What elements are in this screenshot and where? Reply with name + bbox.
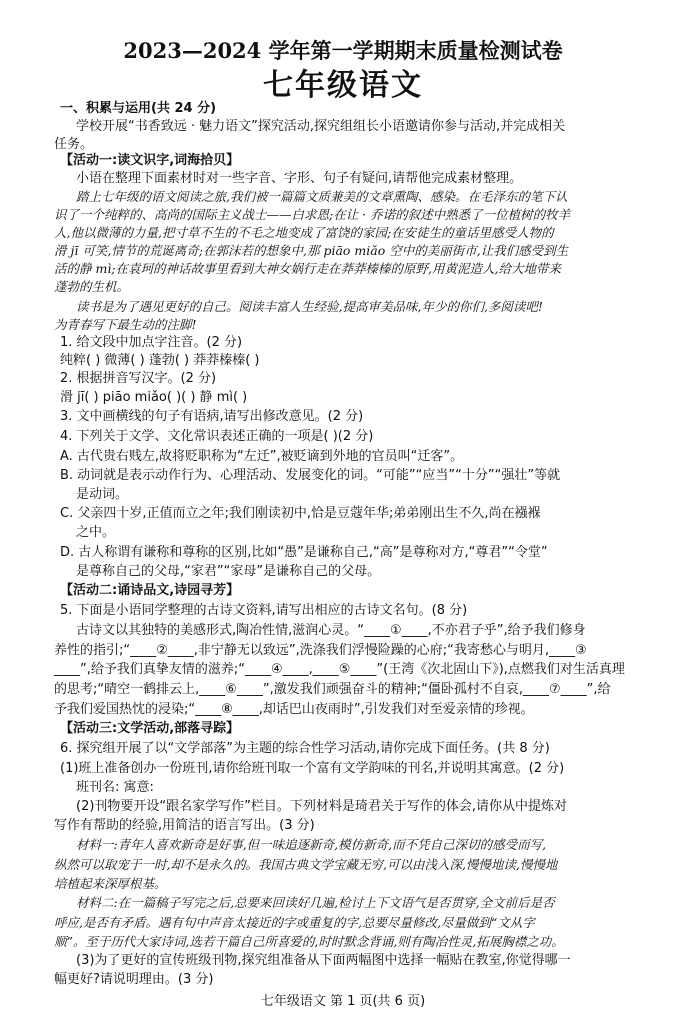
text-line: 古诗文以其独特的美感形式,陶冶性情,滋润心灵。“____①____,不亦君子乎”,给予我们修身 (76, 623, 586, 638)
text-line: 蓬勃的生机。 (54, 279, 130, 294)
text-line: 6. 探究组开展了以“文学部落”为主题的综合性学习活动,请你完成下面任务。(共 8 分) (60, 741, 550, 756)
text-line: 滑 jī 可笑,情节的荒诞离奇;在郭沫若的想象中,那 piāo miǎo 空中的美丽街市,让我们感受到生 (54, 243, 569, 258)
text-line: 的思考;“晴空一鹤排云上,____⑥____”,激发我们顽强奋斗的精神;“僵卧孤村不自哀,____⑦____”,给 (54, 682, 611, 697)
text-line: 纵然可以取宠于一时,却不是永久的。我国古典文学宝藏无穷,可以由浅入深,慢慢地读,慢慢地 (54, 857, 558, 872)
text-line: 顺”。至于历代大家诗词,选若干篇自己所喜爱的,时时默念背诵,则有陶冶性灵,拓展胸襟之功。 (54, 934, 564, 949)
section-heading: 一、积累与运用(共 24 分) (60, 101, 217, 116)
text-line: 人,他以微薄的力量,把寸草不生的不毛之地变成了富饶的家园;在安徒生的童话里感受人物的 (54, 225, 554, 240)
text-line: 养性的指引;“____②____,非宁静无以致远”,洗涤我们浮慢险躁的心府;“我寄愁心与明月,____③ (54, 643, 587, 658)
text-line: 之中。 (76, 525, 116, 540)
text-line: 读书是为了遇见更好的自己。阅读丰富人生经验,提高审美品味,年少的你们,多阅读吧! (76, 299, 543, 314)
page-footer: 七年级语文 第 1 页(共 6 页) (260, 994, 426, 1009)
text-line: (2)刊物要开设“跟名家学写作”栏目。下列材料是琦君关于写作的体会,请你从中提炼对 (76, 799, 568, 814)
text-line: 是动词。 (76, 487, 129, 502)
text-line: 学校开展“书香致远 · 魅力语文”探究活动,探究组组长小语邀请你参与活动,并完成相关 (76, 119, 566, 134)
text-line: C. 父亲四十岁,正值而立之年;我们刚读初中,恰是豆蔻年华;弟弟刚出生不久,尚在襁褓 (60, 506, 541, 521)
text-line: 纯粹( ) 微薄( ) 蓬勃( ) 莽莽榛榛( ) (60, 353, 260, 368)
text-line: 材料二:在一篇稿子写完之后,总要来回读好几遍,检讨上下文语气是否贯穿,全文前后是否 (76, 895, 555, 910)
text-line: A. 古代贵右贱左,故将贬职称为“左迁”,被贬谪到外地的官员叫“迁客”。 (60, 449, 464, 464)
text-line: B. 动词就是表示动作行为、心理活动、发展变化的词。“可能”“应当”“十分”“强壮”等就 (60, 468, 561, 483)
text-line: 滑 jī( ) piāo miǎo( )( ) 静 mì( ) (60, 390, 248, 405)
exam-subject-title: 七年级语文 (263, 68, 423, 103)
text-line: 任务。 (54, 137, 94, 152)
text-line: (1)班上准备创办一份班刊,请你给班刊取一个富有文学韵味的刊名,并说明其寓意。(2 分) (60, 761, 565, 776)
text-line: ____”,给予我们真挚友情的滋养;“____④____,____⑤____”(王湾《次北固山下》),点燃我们对生活真理 (54, 662, 625, 677)
text-line: 写作有帮助的经验,用简洁的语言写出。(3 分) (54, 818, 315, 833)
text-line: 3. 文中画横线的句子有语病,请写出修改意见。(2 分) (60, 409, 364, 424)
text-line: 是尊称自己的父母,“家君”“家母”是谦称自己的父母。 (76, 564, 381, 579)
section-heading: 【活动三:文学活动,部落寻踪】 (60, 721, 240, 736)
text-line: 培植起来深厚根基。 (54, 876, 167, 891)
text-line: 4. 下列关于文学、文化常识表述正确的一项是( )(2 分) (60, 429, 374, 444)
text-line: 活的静 mì;在袁珂的神话故事里看到大神女娲行走在莽莽榛榛的原野,用黄泥造人,给大地带来 (54, 261, 561, 276)
exam-title: 2023—2024 学年第一学期期末质量检测试卷 (123, 38, 563, 63)
text-line: 予我们爱国热忱的浸染;“____⑧____,却话巴山夜雨时”,引发我们对至爱亲情的珍视。 (54, 702, 534, 717)
text-line: 材料一:青年人喜欢新奇是好事,但一味追逐新奇,模仿新奇,而不凭自己深切的感受而写, (76, 837, 547, 852)
text-line: 5. 下面是小语同学整理的古诗文资料,请写出相应的古诗文名句。(8 分) (60, 603, 468, 618)
text-line: 班刊名: 寓意: (76, 780, 154, 795)
text-line: 1. 给文段中加点字注音。(2 分) (60, 335, 243, 350)
text-line: 为青春写下最生动的注脚! (54, 317, 197, 332)
text-line: (3)为了更好的宣传班级刊物,探究组准备从下面两幅图中选择一幅贴在教室,你觉得哪一 (76, 953, 571, 968)
text-line: 识了一个纯粹的、高尚的国际主义战士——白求恩;在让 · 乔诺的叙述中熟悉了一位植树的牧羊 (54, 207, 571, 222)
section-heading: 【活动二:诵诗品文,诗园寻芳】 (60, 583, 240, 598)
text-line: 小语在整理下面素材时对一些字音、字形、句子有疑问,请帮他完成素材整理。 (76, 171, 523, 186)
text-line: 呼应,是否有矛盾。遇有句中声音太接近的字或重复的字,总要尽量修改,尽量做到“文从字 (54, 915, 535, 930)
text-line: 幅更好?请说明理由。(3 分) (54, 972, 214, 987)
text-line: D. 古人称谓有谦称和尊称的区别,比如“愚”是谦称自己,“高”是尊称对方,“尊君”“令堂” (60, 545, 548, 560)
text-line: 踏上七年级的语文阅读之旅,我们被一篇篇文质兼美的文章熏陶、感染。在毛泽东的笔下认 (76, 189, 568, 204)
text-line: 2. 根据拼音写汉字。(2 分) (60, 371, 217, 386)
section-heading: 【活动一:读文识字,词海拾贝】 (60, 153, 240, 168)
